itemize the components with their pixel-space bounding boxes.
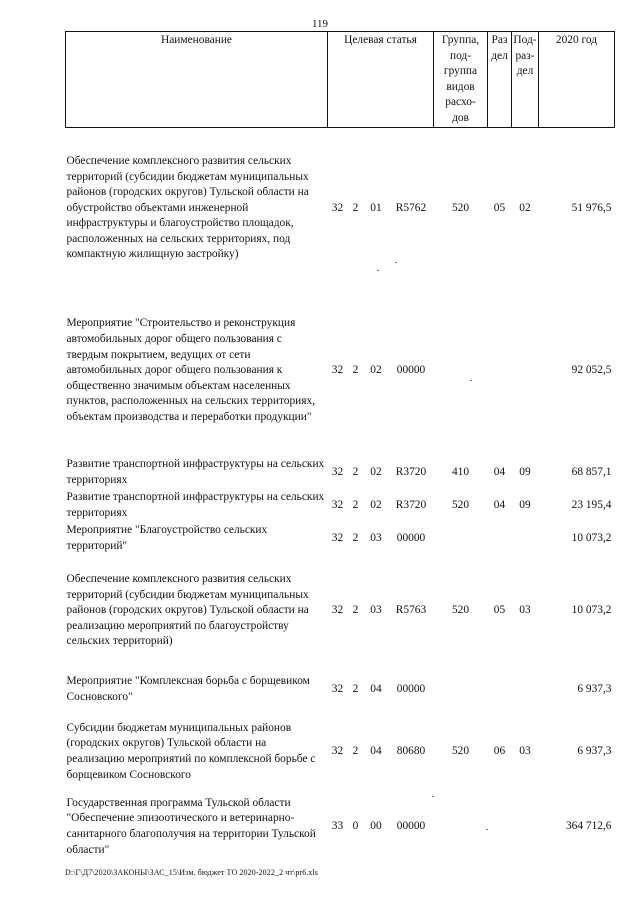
row-subprogram-code: 2 <box>352 201 359 214</box>
row-section-code <box>488 291 512 451</box>
row-name: Субсидии бюджетам муниципальных районов (городских округов) Тульской области на реализацию мероприятий по комплексной борьбе с борщевиком Сосновского <box>66 721 316 781</box>
table-row <box>66 523 615 555</box>
header-year: 2020 год <box>539 32 615 128</box>
row-subsection-code <box>512 667 539 712</box>
row-name: Мероприятие "Благоустройство сельских территорий" <box>66 524 268 552</box>
row-spacer <box>66 659 615 667</box>
row-direction-code: 00000 <box>396 532 426 545</box>
header-line: дов <box>452 111 469 124</box>
header-line: раз- <box>515 49 535 62</box>
header-line: Группа, <box>441 34 480 46</box>
header-line: дел <box>516 65 534 78</box>
row-direction-code: 00000 <box>396 682 426 695</box>
row-event-code: 02 <box>370 364 382 377</box>
row-amount: 23 195,4 <box>571 499 612 512</box>
row-name: Мероприятие "Комплексная борьба с борщевиком Сосновского" <box>66 674 310 703</box>
header-group <box>434 32 488 128</box>
row-direction-code: R3720 <box>395 466 427 479</box>
row-event-code: 02 <box>370 466 382 479</box>
header-line: Под- <box>513 34 537 46</box>
row-spacer <box>66 275 615 291</box>
row-subprogram-code: 2 <box>352 604 359 617</box>
row-name: Развитие транспортной инфраструктуры на сельских территориях <box>66 491 325 519</box>
row-event-code: 02 <box>370 499 382 512</box>
row-name: Государственная программа Тульской области "Обеспечение эпизоотического и ветеринарно-санитарного благополучия на территории Тульской области" <box>66 796 316 856</box>
row-section-code <box>488 667 512 712</box>
table-row <box>66 142 615 275</box>
header-section <box>488 32 512 128</box>
row-subprogram-code: 2 <box>352 532 359 545</box>
row-subprogram-code: 2 <box>352 364 359 377</box>
row-name: Обеспечение комплексного развития сельских территорий (субсидии бюджетам муниципальных районов (городских округов) Тульской области на обустройство объектами инженерной инфраструктуры и благоустройство площадок, расположенных на сельских территориях, под компактную жилищную застройку) <box>66 154 309 261</box>
header-line: расхо- <box>445 96 476 109</box>
row-group-code: 520 <box>451 201 470 214</box>
row-direction-code: R5763 <box>395 604 427 617</box>
row-program-code: 32 <box>331 364 344 377</box>
row-direction-code: R3720 <box>395 499 427 512</box>
header-line: группа <box>443 65 478 78</box>
row-subsection-code: 03 <box>519 745 531 758</box>
row-subprogram-code: 2 <box>352 745 359 758</box>
row-event-code: 04 <box>370 745 382 758</box>
row-amount: 364 712,6 <box>565 820 612 833</box>
table-header-row <box>66 32 615 128</box>
row-amount: 10 073,2 <box>571 604 612 617</box>
row-direction-code: R5762 <box>395 201 427 214</box>
row-subsection-code: 09 <box>519 499 531 512</box>
row-amount: 6 937,3 <box>577 682 612 695</box>
row-group-code <box>434 667 488 712</box>
row-subsection-code <box>512 523 539 555</box>
row-amount: 10 073,2 <box>571 532 612 545</box>
row-group-code: 520 <box>451 499 470 512</box>
row-program-code: 32 <box>331 604 344 617</box>
header-line: дел <box>491 49 508 62</box>
row-subprogram-code: 0 <box>352 820 359 833</box>
row-program-code: 32 <box>331 745 344 758</box>
row-spacer <box>66 555 615 563</box>
row-amount: 68 857,1 <box>571 466 612 479</box>
budget-table <box>65 31 615 860</box>
header-line: Раз <box>491 34 508 46</box>
header-line: видов <box>446 80 475 93</box>
row-name: Мероприятие "Строительство и реконструкция автомобильных дорог общего пользования с твердым покрытием, ведущих от сети автомобильных дорог общего пользования к общественно значимым объектам населенных пунктов, расположенных на сельских территориях, объектам производства и переработки продукции" <box>66 317 316 423</box>
header-line: под- <box>449 49 472 62</box>
page-number: 119 <box>311 18 329 30</box>
row-subprogram-code: 2 <box>352 466 359 479</box>
row-event-code: 00 <box>370 820 382 833</box>
row-amount: 51 976,5 <box>571 201 612 214</box>
row-subsection-code: 09 <box>519 466 531 479</box>
row-section-code: 05 <box>493 201 506 214</box>
row-spacer <box>66 712 615 720</box>
row-section-code <box>488 523 512 555</box>
row-direction-code: 00000 <box>396 820 426 833</box>
table-row <box>66 563 615 659</box>
row-group-code <box>434 291 488 451</box>
file-path-footer: D:\Г\Д7\2020\ЗАКОНЫ\ЗАС_15\Изм. бюджет ТО 2020-2022_2 чт\pr6.xls <box>65 868 319 877</box>
row-program-code: 33 <box>331 820 344 833</box>
header-subsection <box>512 32 539 128</box>
row-subsection-code <box>512 291 539 451</box>
table-row <box>66 457 615 489</box>
row-section-code: 05 <box>493 604 506 617</box>
row-subprogram-code: 2 <box>352 499 359 512</box>
row-section-code: 06 <box>493 745 506 758</box>
row-group-code: 520 <box>451 745 470 758</box>
row-program-code: 32 <box>331 466 344 479</box>
header-name: Наименование <box>66 32 328 128</box>
row-amount: 6 937,3 <box>577 745 612 758</box>
row-subsection-code: 02 <box>519 201 531 214</box>
row-group-code: 520 <box>451 604 470 617</box>
header-target-article: Целевая статья <box>328 32 434 128</box>
row-event-code: 04 <box>370 682 382 695</box>
row-direction-code: 00000 <box>396 364 426 377</box>
row-group-code <box>434 794 488 860</box>
row-name: Обеспечение комплексного развития сельских территорий (субсидии бюджетам муниципальных районов (городских округов) Тульской области на реализацию мероприятий по благоустройству сельских территорий) <box>66 573 309 648</box>
table-row <box>66 794 615 860</box>
table-row <box>66 490 615 522</box>
row-program-code: 32 <box>331 201 344 214</box>
row-spacer <box>66 128 615 143</box>
table-row <box>66 291 615 451</box>
row-direction-code: 80680 <box>396 745 426 758</box>
row-section-code <box>488 794 512 860</box>
row-subsection-code <box>512 794 539 860</box>
row-section-code: 04 <box>493 466 506 479</box>
row-section-code: 04 <box>493 499 506 512</box>
row-subprogram-code: 2 <box>352 682 359 695</box>
row-amount: 92 052,5 <box>571 364 612 377</box>
row-subsection-code: 03 <box>519 604 531 617</box>
table-row <box>66 720 615 784</box>
row-program-code: 32 <box>331 532 344 545</box>
row-event-code: 03 <box>370 604 382 617</box>
row-name: Развитие транспортной инфраструктуры на сельских территориях <box>66 458 325 486</box>
row-event-code: 01 <box>370 201 382 214</box>
row-group-code <box>434 523 488 555</box>
row-spacer <box>66 784 615 794</box>
row-event-code: 03 <box>370 532 382 545</box>
row-program-code: 32 <box>331 682 344 695</box>
table-row <box>66 667 615 712</box>
table-body <box>66 128 615 861</box>
row-group-code: 410 <box>451 466 470 479</box>
row-program-code: 32 <box>331 499 344 512</box>
